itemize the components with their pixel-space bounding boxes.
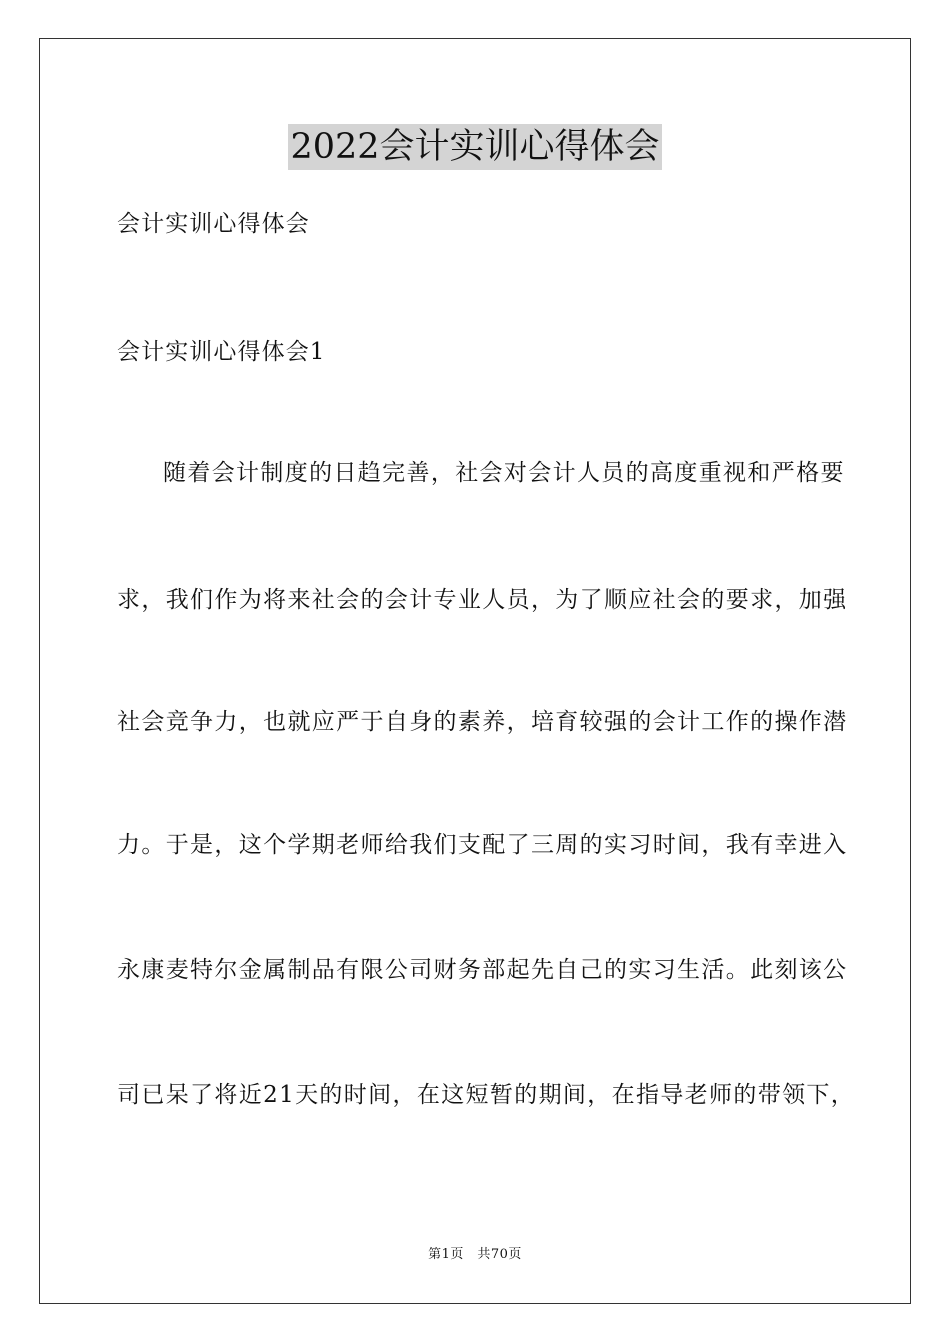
paragraph-line: 随着会计制度的日趋完善，社会对会计人员的高度重视和严格要 — [163, 460, 845, 486]
page-footer: 第1页 共70页 — [428, 1247, 522, 1262]
paragraph-line: 社会竞争力，也就应严于自身的素养，培育较强的会计工作的操作潜 — [117, 709, 848, 735]
paragraph-line: 司已呆了将近21天的时间，在这短暂的期间，在指导老师的带领下， — [117, 1082, 856, 1108]
section-heading: 会计实训心得体会1 — [117, 339, 326, 365]
paragraph-line: 求，我们作为将来社会的会计专业人员，为了顺应社会的要求，加强 — [117, 587, 848, 613]
paragraph-line: 永康麦特尔金属制品有限公司财务部起先自己的实习生活。此刻该公 — [117, 957, 848, 983]
document-subtitle: 会计实训心得体会 — [117, 211, 310, 237]
paragraph-line: 力。于是，这个学期老师给我们支配了三周的实习时间，我有幸进入 — [117, 832, 848, 858]
title-container — [0, 124, 950, 170]
document-title: 2022会计实训心得体会 — [288, 124, 661, 170]
